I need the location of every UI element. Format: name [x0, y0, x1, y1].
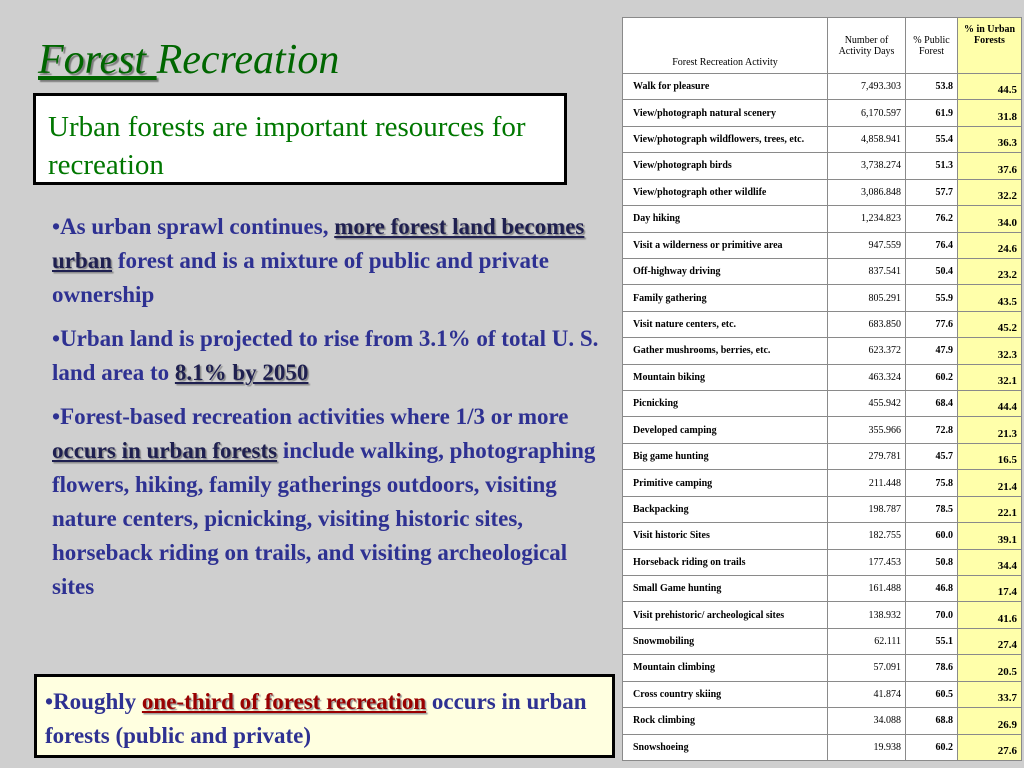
cell-public-forest: 57.7: [906, 179, 958, 205]
table-row: [623, 576, 1022, 602]
recreation-table: [622, 17, 1022, 761]
table-row: [623, 126, 1022, 152]
cell-public-forest: 76.2: [906, 206, 958, 232]
cell-activity: Gather mushrooms, berries, etc.: [623, 338, 828, 364]
cell-activity-days: 34.088: [828, 708, 906, 734]
table-row: [623, 708, 1022, 734]
cell-public-forest: 72.8: [906, 417, 958, 443]
table-row: [623, 734, 1022, 760]
cell-urban-forests: 44.4: [958, 391, 1022, 417]
cell-public-forest: 55.9: [906, 285, 958, 311]
cell-activity: Picnicking: [623, 391, 828, 417]
cell-urban-forests: 17.4: [958, 576, 1022, 602]
table-row: [623, 285, 1022, 311]
bullet-highlight: 8.1% by 2050: [174, 360, 309, 385]
cell-urban-forests: 21.4: [958, 470, 1022, 496]
bullet-item: •Forest-based recreation activities where 1/3 or more occurs in urban forests include walking, photographing flowers, hiking, family gatherings outdoors, visiting nature centers, picnicking, visiting historic sites, horseback riding on trails, and visiting archeological sites: [52, 404, 596, 599]
cell-activity-days: 62.111: [828, 628, 906, 654]
table-row: [623, 338, 1022, 364]
cell-public-forest: 53.8: [906, 74, 958, 100]
cell-urban-forests: 37.6: [958, 153, 1022, 179]
cell-urban-forests: 41.6: [958, 602, 1022, 628]
bullet-text: include walking, photographing flowers, hiking, family gatherings outdoors, visiting nature centers, picnicking, visiting historic sites, horseback riding on trails, and visiting archeological sites: [52, 438, 596, 599]
title-word-forest: Forest: [38, 37, 157, 83]
cell-activity: Backpacking: [623, 496, 828, 522]
table-row: [623, 232, 1022, 258]
summary-highlight: one-third of forest recreation: [141, 689, 427, 714]
table-row: [623, 496, 1022, 522]
cell-urban-forests: 26.9: [958, 708, 1022, 734]
header-activity-days: Number of Activity Days: [828, 18, 906, 74]
table-row: [623, 179, 1022, 205]
table-row: [623, 681, 1022, 707]
cell-activity: Visit a wilderness or primitive area: [623, 232, 828, 258]
slide-title: [38, 36, 339, 84]
title-word-recreation: Recreation: [156, 37, 340, 83]
cell-public-forest: 76.4: [906, 232, 958, 258]
cell-public-forest: 70.0: [906, 602, 958, 628]
cell-activity: Mountain biking: [623, 364, 828, 390]
table-header-row: [623, 18, 1022, 74]
cell-public-forest: 55.1: [906, 628, 958, 654]
cell-public-forest: 60.5: [906, 681, 958, 707]
cell-activity-days: 279.781: [828, 443, 906, 469]
cell-urban-forests: 21.3: [958, 417, 1022, 443]
cell-urban-forests: 32.1: [958, 364, 1022, 390]
cell-public-forest: 68.8: [906, 708, 958, 734]
cell-urban-forests: 43.5: [958, 285, 1022, 311]
summary-text: Roughly: [53, 689, 142, 714]
header-urban-forests: % in Urban Forests: [958, 18, 1022, 74]
cell-activity: Family gathering: [623, 285, 828, 311]
cell-activity-days: 355.966: [828, 417, 906, 443]
table-row: [623, 153, 1022, 179]
cell-activity: Walk for pleasure: [623, 74, 828, 100]
cell-activity: Visit nature centers, etc.: [623, 311, 828, 337]
cell-urban-forests: 45.2: [958, 311, 1022, 337]
bullet-list: [52, 210, 600, 614]
table-row: [623, 523, 1022, 549]
cell-activity-days: 6,170.597: [828, 100, 906, 126]
cell-urban-forests: 22.1: [958, 496, 1022, 522]
header-activity: Forest Recreation Activity: [623, 18, 828, 74]
bullet-text: Forest-based recreation activities where 1/3 or more: [60, 404, 569, 429]
table-row: [623, 602, 1022, 628]
cell-activity-days: 455.942: [828, 391, 906, 417]
cell-public-forest: 77.6: [906, 311, 958, 337]
cell-activity-days: 177.453: [828, 549, 906, 575]
cell-activity-days: 623.372: [828, 338, 906, 364]
cell-activity-days: 4,858.941: [828, 126, 906, 152]
cell-activity-days: 837.541: [828, 258, 906, 284]
cell-activity-days: 463.324: [828, 364, 906, 390]
bullet-item: •Urban land is projected to rise from 3.1% of total U. S. land area to 8.1% by 2050: [52, 326, 599, 385]
header-public-forest: % Public Forest: [906, 18, 958, 74]
bullet-highlight: more forest land becomes urban: [52, 214, 585, 273]
cell-public-forest: 75.8: [906, 470, 958, 496]
cell-public-forest: 55.4: [906, 126, 958, 152]
bullet-text: forest and is a mixture of public and private ownership: [52, 248, 549, 307]
cell-activity: Small Game hunting: [623, 576, 828, 602]
cell-activity-days: 3,086.848: [828, 179, 906, 205]
cell-activity-days: 138.932: [828, 602, 906, 628]
bullet-text: Urban land is projected to rise from 3.1% of total U. S. land area to: [52, 326, 599, 385]
cell-activity: View/photograph natural scenery: [623, 100, 828, 126]
cell-public-forest: 60.0: [906, 523, 958, 549]
bullet-highlight: occurs in urban forests: [52, 438, 278, 463]
table-row: [623, 206, 1022, 232]
subtitle-text: Urban forests are important resources for recreation: [48, 111, 526, 181]
cell-urban-forests: 27.6: [958, 734, 1022, 760]
cell-urban-forests: 27.4: [958, 628, 1022, 654]
cell-urban-forests: 44.5: [958, 74, 1022, 100]
cell-urban-forests: 34.4: [958, 549, 1022, 575]
cell-public-forest: 47.9: [906, 338, 958, 364]
table-row: [623, 100, 1022, 126]
cell-activity-days: 3,738.274: [828, 153, 906, 179]
cell-activity-days: 198.787: [828, 496, 906, 522]
cell-urban-forests: 32.2: [958, 179, 1022, 205]
subtitle-box: [33, 93, 567, 185]
cell-activity: View/photograph birds: [623, 153, 828, 179]
cell-activity: Cross country skiing: [623, 681, 828, 707]
cell-public-forest: 60.2: [906, 364, 958, 390]
cell-activity-days: 7,493.303: [828, 74, 906, 100]
table-row: [623, 391, 1022, 417]
table-row: [623, 443, 1022, 469]
cell-urban-forests: 36.3: [958, 126, 1022, 152]
cell-activity-days: 1,234.823: [828, 206, 906, 232]
cell-public-forest: 50.8: [906, 549, 958, 575]
cell-urban-forests: 31.8: [958, 100, 1022, 126]
cell-urban-forests: 32.3: [958, 338, 1022, 364]
table-row: [623, 311, 1022, 337]
cell-urban-forests: 39.1: [958, 523, 1022, 549]
cell-public-forest: 68.4: [906, 391, 958, 417]
cell-activity-days: 947.559: [828, 232, 906, 258]
bullet-text: As urban sprawl continues,: [60, 214, 335, 239]
cell-activity-days: 161.488: [828, 576, 906, 602]
summary-text: occurs in urban forests (public and private): [45, 689, 587, 748]
cell-activity-days: 57.091: [828, 655, 906, 681]
cell-urban-forests: 24.6: [958, 232, 1022, 258]
cell-activity: Snowshoeing: [623, 734, 828, 760]
cell-urban-forests: 34.0: [958, 206, 1022, 232]
bullet-item: •As urban sprawl continues, more forest land becomes urban forest and is a mixture of public and private ownership: [52, 214, 585, 307]
table-row: [623, 364, 1022, 390]
cell-activity-days: 211.448: [828, 470, 906, 496]
cell-activity: Horseback riding on trails: [623, 549, 828, 575]
cell-activity: Day hiking: [623, 206, 828, 232]
cell-public-forest: 50.4: [906, 258, 958, 284]
cell-activity: Visit historic Sites: [623, 523, 828, 549]
cell-urban-forests: 23.2: [958, 258, 1022, 284]
cell-activity: Rock climbing: [623, 708, 828, 734]
cell-public-forest: 46.8: [906, 576, 958, 602]
cell-activity-days: 41.874: [828, 681, 906, 707]
cell-urban-forests: 33.7: [958, 681, 1022, 707]
cell-activity: Off-highway driving: [623, 258, 828, 284]
summary-box: •Roughly one-third of forest recreation occurs in urban forests (public and private): [34, 674, 615, 758]
table-row: [623, 549, 1022, 575]
cell-public-forest: 61.9: [906, 100, 958, 126]
table-row: [623, 258, 1022, 284]
cell-activity: Mountain climbing: [623, 655, 828, 681]
cell-activity-days: 19.938: [828, 734, 906, 760]
table-row: [623, 655, 1022, 681]
cell-public-forest: 45.7: [906, 443, 958, 469]
table-row: [623, 470, 1022, 496]
cell-urban-forests: 20.5: [958, 655, 1022, 681]
cell-activity: Big game hunting: [623, 443, 828, 469]
cell-activity: Primitive camping: [623, 470, 828, 496]
cell-activity: Snowmobiling: [623, 628, 828, 654]
cell-public-forest: 60.2: [906, 734, 958, 760]
table-row: [623, 74, 1022, 100]
cell-activity: Visit prehistoric/ archeological sites: [623, 602, 828, 628]
cell-urban-forests: 16.5: [958, 443, 1022, 469]
table-row: [623, 417, 1022, 443]
cell-activity: View/photograph wildflowers, trees, etc.: [623, 126, 828, 152]
cell-public-forest: 78.6: [906, 655, 958, 681]
cell-activity: Developed camping: [623, 417, 828, 443]
cell-activity-days: 683.850: [828, 311, 906, 337]
cell-activity: View/photograph other wildlife: [623, 179, 828, 205]
cell-activity-days: 805.291: [828, 285, 906, 311]
cell-activity-days: 182.755: [828, 523, 906, 549]
table-row: [623, 628, 1022, 654]
cell-public-forest: 51.3: [906, 153, 958, 179]
cell-public-forest: 78.5: [906, 496, 958, 522]
